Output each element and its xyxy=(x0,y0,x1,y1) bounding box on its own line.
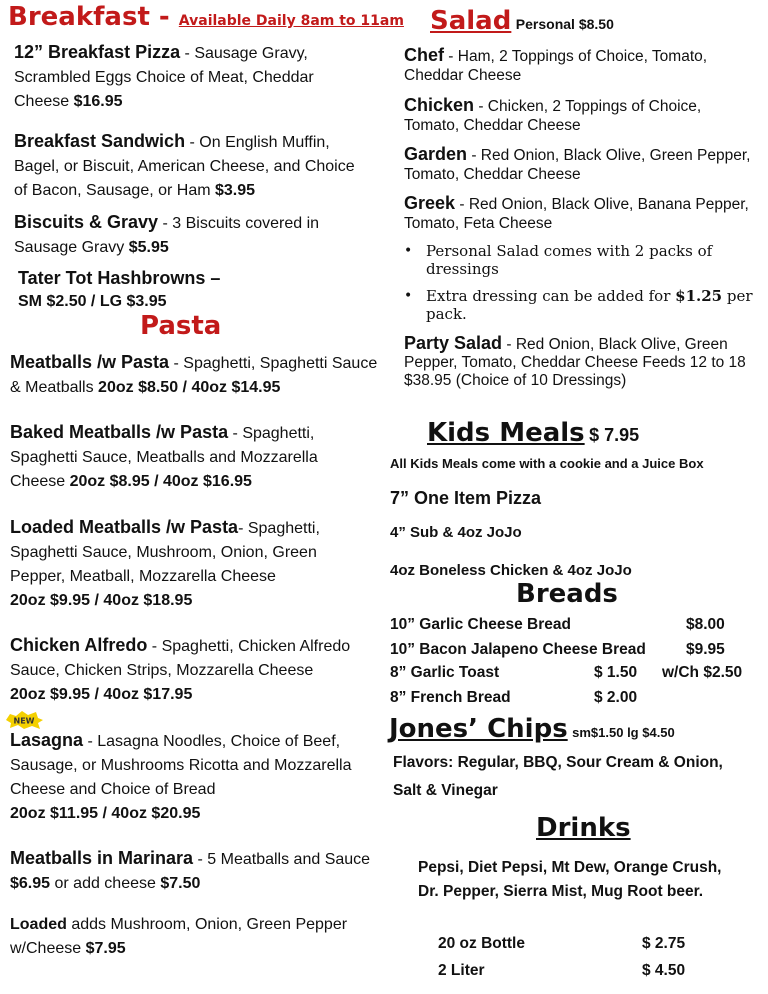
salad-item: Garden - Red Onion, Black Olive, Green Pepper, Tomato, Cheddar Cheese xyxy=(404,144,751,183)
salad-personal-price: Personal $8.50 xyxy=(515,16,614,32)
bread-row: 10” Garlic Cheese Bread $8.00 xyxy=(390,616,725,633)
salad-note: • Personal Salad comes with 2 packs of dressings xyxy=(426,242,756,278)
pasta-item: Meatballs /w Pasta - Spaghetti, Spaghetti Sauce & Meatballs 20oz $8.50 / 40oz $14.95 xyxy=(10,352,378,396)
pasta-item: Baked Meatballs /w Pasta - Spaghetti, Spaghetti Sauce, Meatballs and Mozzarella Cheese 20oz $8.95 / 40oz $16.95 xyxy=(10,422,318,490)
salad-note: • Extra dressing can be added for $1.25 per pack. xyxy=(426,287,756,323)
breakfast-item: Tater Tot Hashbrowns – SM $2.50 / LG $3.95 xyxy=(18,268,221,310)
kids-item: 4” Sub & 4oz JoJo xyxy=(390,524,522,541)
drinks-list: Pepsi, Diet Pepsi, Mt Dew, Orange Crush, Dr. Pepper, Sierra Mist, Mug Root beer. xyxy=(418,859,722,900)
chips-heading xyxy=(389,714,675,744)
salad-title: Salad xyxy=(430,6,512,36)
salad-item: Chicken - Chicken, 2 Toppings of Choice, Tomato, Cheddar Cheese xyxy=(404,95,702,134)
chips-flavors: Flavors: Regular, BBQ, Sour Cream & Onion, xyxy=(393,754,723,771)
kids-title: Kids Meals xyxy=(427,418,585,448)
breakfast-hours: Available Daily 8am to 11am xyxy=(178,13,404,29)
salad-item: Chef - Ham, 2 Toppings of Choice, Tomato, Cheddar Cheese xyxy=(404,45,708,84)
chips-title: Jones’ Chips xyxy=(389,714,568,744)
kids-heading xyxy=(427,418,639,448)
pasta-item: Loaded adds Mushroom, Onion, Green Pepper w/Cheese $7.95 xyxy=(10,916,348,957)
pasta-title: Pasta xyxy=(140,311,222,341)
kids-item: 4oz Boneless Chicken & 4oz JoJo xyxy=(390,562,632,579)
kids-note: All Kids Meals come with a cookie and a Juice Box xyxy=(390,456,704,471)
salad-item: Greek - Red Onion, Black Olive, Banana Pepper, Tomato, Feta Cheese xyxy=(404,193,749,232)
chips-prices: sm$1.50 lg $4.50 xyxy=(572,725,675,740)
kids-item: 7” One Item Pizza xyxy=(390,488,542,508)
breakfast-title: Breakfast - xyxy=(8,2,170,32)
breakfast-item: 12” Breakfast Pizza - Sausage Gravy, Scrambled Eggs Choice of Meat, Cheddar Cheese $16.95 xyxy=(14,42,314,110)
bread-row: 8” Garlic Toast $ 1.50 w/Ch $2.50 xyxy=(390,664,743,681)
party-salad: Party Salad - Red Onion, Black Olive, Green Pepper, Tomato, Cheddar Cheese Feeds 12 to 18 $38.95 (Choice of 10 Dressings) xyxy=(404,333,746,389)
bread-row: 10” Bacon Jalapeno Cheese Bread $9.95 xyxy=(390,641,725,658)
pasta-item: Meatballs in Marinara - 5 Meatballs and Sauce $6.95 or add cheese $7.50 xyxy=(10,848,371,892)
drink-row: 20 oz Bottle $ 2.75 xyxy=(438,935,686,952)
breakfast-item: Breakfast Sandwich - On English Muffin, Bagel, or Biscuit, American Cheese, and Choice of Bacon, Sausage, or Ham $3.95 xyxy=(14,131,355,199)
salad-heading xyxy=(430,6,614,36)
breakfast-heading xyxy=(8,2,404,32)
chips-flavors: Salt & Vinegar xyxy=(393,782,498,799)
new-badge-text: NEW xyxy=(13,716,35,726)
drinks-title: Drinks xyxy=(536,813,631,843)
kids-price: $ 7.95 xyxy=(589,425,640,445)
drink-row: 2 Liter $ 4.50 xyxy=(438,962,686,979)
pasta-item: Lasagna - Lasagna Noodles, Choice of Beef, Sausage, or Mushrooms Ricotta and Mozzarella Cheese and Choice of Bread 20oz $11.95 / 40oz $20.95 xyxy=(10,730,352,822)
pasta-item: Loaded Meatballs /w Pasta- Spaghetti, Spaghetti Sauce, Mushroom, Onion, Green Pepper, Meatball, Mozzarella Cheese 20oz $9.95 / 40oz $18.95 xyxy=(10,517,320,609)
breads-title: Breads xyxy=(516,579,618,609)
pasta-item: Chicken Alfredo - Spaghetti, Chicken Alfredo Sauce, Chicken Strips, Mozzarella Cheese 20oz $9.95 / 40oz $17.95 xyxy=(10,635,351,703)
new-badge-icon xyxy=(4,710,44,730)
bread-row: 8” French Bread $ 2.00 xyxy=(390,689,638,706)
breakfast-item: Biscuits & Gravy - 3 Biscuits covered in Sausage Gravy $5.95 xyxy=(14,212,320,256)
